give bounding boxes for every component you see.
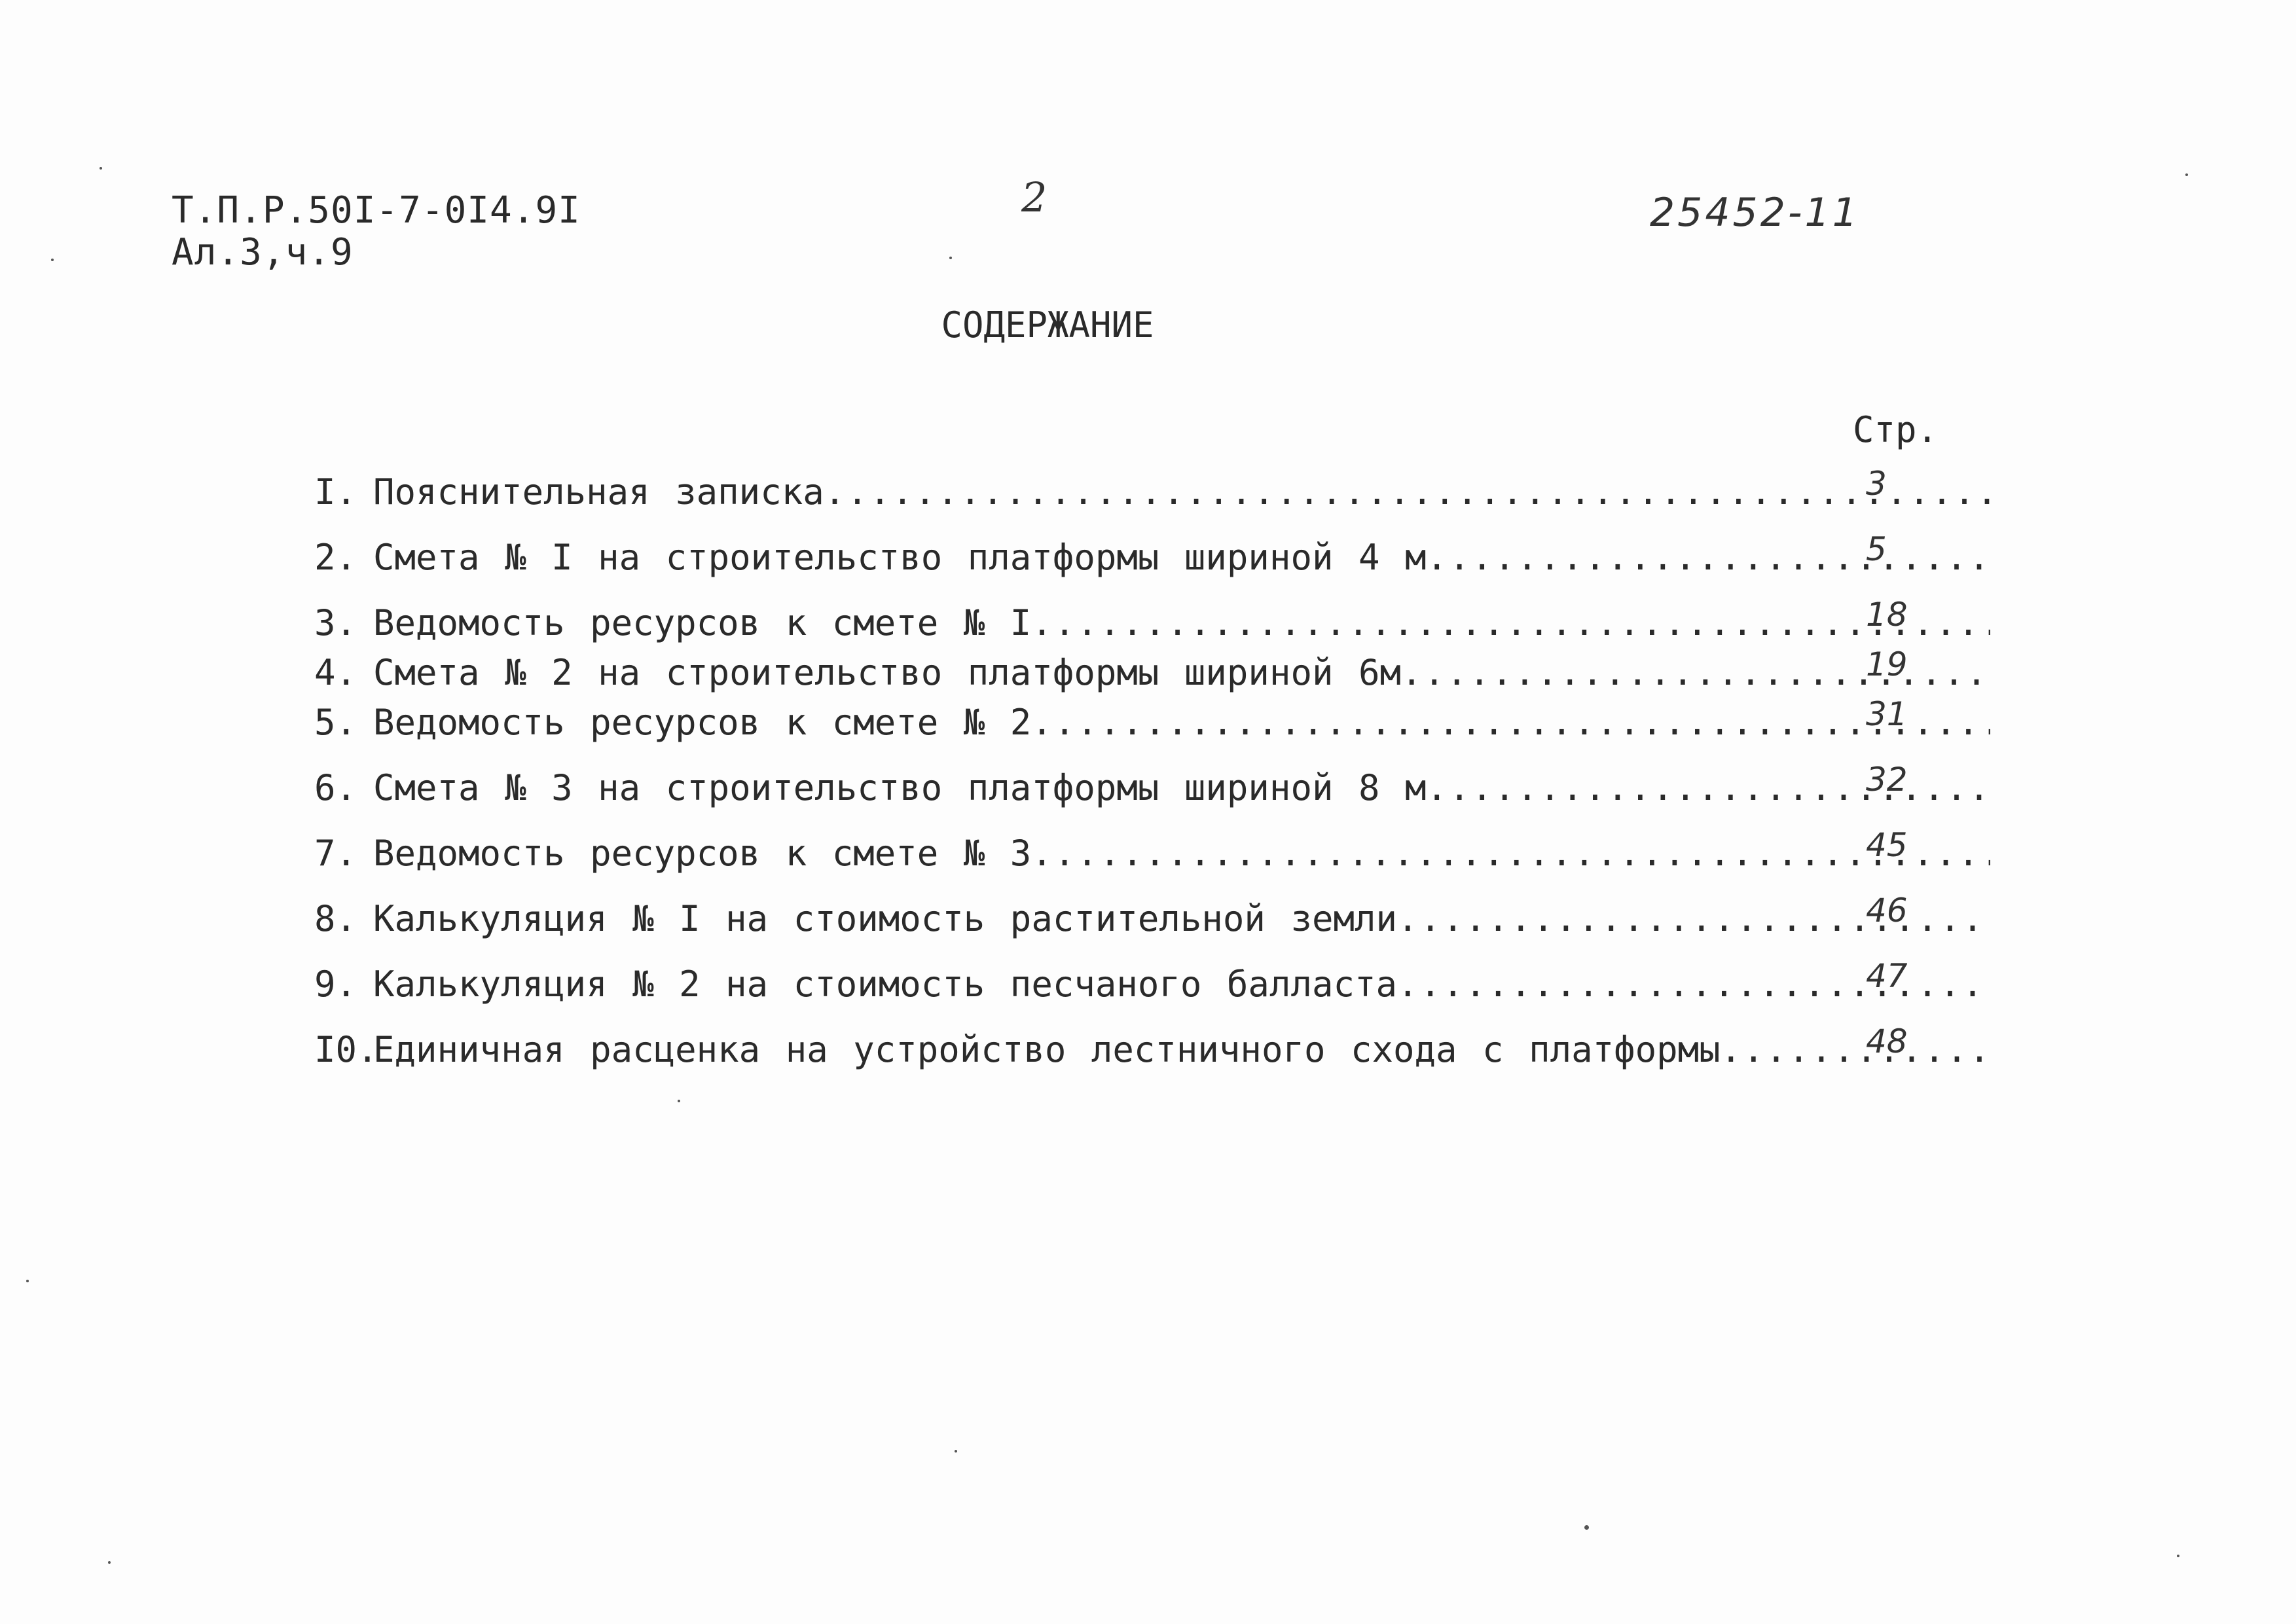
- toc-item: [314, 826, 1990, 898]
- toc-item-page: 18: [1866, 596, 1908, 634]
- toc-item-text: Смета № 2 на строительство платформы шириной 6м: [373, 652, 1402, 693]
- toc-item: [314, 892, 1990, 964]
- toc-leader-dots: [1031, 602, 1990, 643]
- toc-leader-dots: [1031, 833, 1990, 874]
- toc-item-text: Смета № I на строительство платформы шириной 4 м: [373, 537, 1427, 578]
- toc-item-number: 8.: [314, 898, 357, 939]
- toc-leader-dots: [824, 471, 1990, 513]
- toc-leader-dots: [1031, 702, 1990, 743]
- toc-item-number: 6.: [314, 767, 357, 808]
- toc-item-text: Смета № 3 на строительство платформы шириной 8 м: [373, 767, 1427, 808]
- toc-item-text: Калькуляция № I на стоимость растительной земли: [373, 898, 1398, 939]
- toc-item-text: Ведомость ресурсов к смете № I: [373, 602, 1032, 643]
- scan-speck: [51, 259, 54, 261]
- toc-item-page: 31: [1866, 695, 1908, 733]
- toc-item-number: 5.: [314, 702, 357, 743]
- scan-speck: [955, 1450, 957, 1453]
- toc-item-text: Пояснительная записка: [373, 471, 824, 513]
- toc-leader-dots: [1721, 1029, 1990, 1070]
- scan-speck: [100, 167, 102, 170]
- toc-item-number: 7.: [314, 833, 357, 874]
- toc-item: [314, 1022, 1990, 1094]
- toc-item: [314, 530, 1990, 602]
- toc-item-text: Ведомость ресурсов к смете № 2: [373, 702, 1032, 743]
- scan-speck: [26, 1280, 29, 1282]
- registry-number: 25452-11: [1650, 190, 1860, 236]
- toc-item-page: 46: [1866, 892, 1908, 929]
- document-code-line-1: Т.П.Р.50I-7-0I4.9I: [172, 189, 581, 232]
- toc-item-page: 19: [1866, 645, 1908, 683]
- scan-speck: [2185, 173, 2188, 176]
- scan-speck: [949, 257, 952, 259]
- toc-item-number: 9.: [314, 964, 357, 1005]
- toc-item-number: 3.: [314, 602, 357, 643]
- page-column-header: Стр.: [1853, 409, 1939, 450]
- toc-item: [314, 465, 1990, 537]
- toc-item-text: Ведомость ресурсов к смете № 3: [373, 833, 1032, 874]
- toc-item-text: Единичная расценка на устройство лестничного схода с платформы: [373, 1029, 1721, 1070]
- toc-item-page: 5: [1866, 530, 1887, 568]
- scan-speck: [108, 1561, 111, 1564]
- toc-title: СОДЕРЖАНИЕ: [941, 304, 1154, 346]
- toc-item: [314, 645, 1990, 702]
- toc-item-page: 48: [1866, 1022, 1908, 1060]
- toc-item: [314, 761, 1990, 833]
- toc-item-number: I0.: [314, 1029, 378, 1070]
- toc-item-page: 32: [1866, 761, 1908, 799]
- table-of-contents: [314, 465, 1990, 1094]
- toc-item-page: 3: [1866, 465, 1887, 503]
- page-number: 2: [1021, 173, 1048, 221]
- toc-item-number: 4.: [314, 652, 357, 693]
- document-code: [172, 190, 581, 274]
- toc-leader-dots: [1427, 537, 1990, 578]
- toc-item-number: 2.: [314, 537, 357, 578]
- toc-item: [314, 695, 1990, 767]
- document-code-line-2: Ал.3,ч.9: [172, 231, 354, 274]
- toc-item: [314, 957, 1990, 1029]
- toc-item-number: I.: [314, 471, 357, 513]
- toc-item-text: Калькуляция № 2 на стоимость песчаного балласта: [373, 964, 1398, 1005]
- toc-item: [314, 596, 1990, 652]
- toc-item-page: 47: [1866, 957, 1908, 995]
- scan-speck: [2177, 1555, 2179, 1557]
- toc-item-page: 45: [1866, 826, 1908, 864]
- scan-speck: [1584, 1525, 1589, 1530]
- scan-speck: [678, 1100, 680, 1102]
